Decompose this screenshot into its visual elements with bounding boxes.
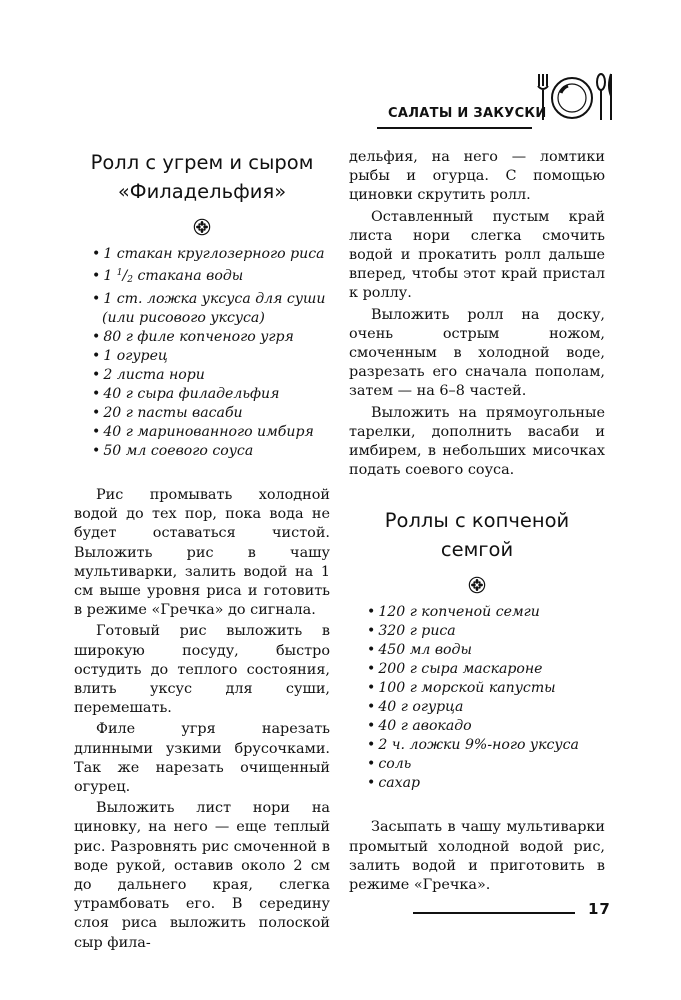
recipe-1-paragraph: Филе угря нарезать длинными узкими брусочками. Так же нарезать очищенный огурец.: [74, 721, 330, 796]
running-header: САЛАТЫ И ЗАКУСКИ: [388, 106, 547, 121]
ingredient-item: • 1 огурец: [92, 348, 168, 364]
ingredient-item: • 40 г авокадо: [367, 718, 472, 735]
recipe-2-title-line-2: семгой: [440, 538, 514, 562]
flower-ornament-icon: [468, 576, 486, 594]
ingredient-item: • 1 стакан круглозерного риса: [92, 246, 325, 262]
recipe-1-title: [74, 148, 330, 206]
recipe-2-ingredients: [367, 603, 605, 793]
recipe-1-title-line-1: Ролл с угрем и сыром: [90, 151, 314, 174]
recipe-1-continuation-paragraph: Выложить на прямоугольные тарелки, дополнить васаби и имбирем, в небольших мисочках подать соевого соуса.: [349, 404, 605, 479]
ingredient-item: • сахар: [367, 775, 420, 792]
recipe-1-paragraph: Выложить лист нори на циновку, на него — еще теплый рис. Разровнять рис смоченной в воде рукой, оставив около 2 см до дальнего края, слегка утрамбовать его. В середину слоя риса выложить полоской сыр фила-: [74, 800, 330, 951]
header-rule: [377, 127, 532, 129]
recipe-1-paragraph: Рис промывать холодной водой до тех пор, пока вода не будет оставаться чистой. Выложить рис в чашу мультиварки, залить водой на 1 см выше уровня риса и готовить в режиме «Гречка» до сигнала.: [74, 487, 330, 619]
ingredient-item: • соль: [367, 756, 412, 773]
recipe-1-continuation-paragraph: Выложить ролл на доску, очень острым ножом, смоченным в холодной воде, разрезать его сначала пополам, затем — на 6–8 частей.: [349, 306, 605, 400]
right-column: [349, 148, 605, 895]
ingredient-item: • 40 г сыра филадельфия: [92, 386, 280, 402]
recipe-1-continuation-paragraph: Оставленный пустым край листа нори слегка смочить водой и прокатить ролл дальше вперед, чтобы этот край пристал к роллу.: [349, 208, 605, 302]
page-number: 17: [588, 900, 611, 918]
ingredient-item: • 320 г риса: [367, 623, 456, 640]
ingredient-item: • 2 ч. ложки 9%-ного уксуса: [367, 737, 579, 754]
ingredient-item: • 40 г огурца: [367, 699, 464, 716]
ingredient-item-continuation: (или рисового уксуса): [102, 310, 265, 326]
ingredient-item: • 80 г филе копченого угря: [92, 329, 294, 345]
recipe-2-title: [349, 506, 605, 564]
recipe-1-ingredients: [92, 245, 330, 461]
footer-rule: [413, 912, 575, 914]
left-column: [74, 148, 330, 953]
ingredient-item: • 450 мл воды: [367, 642, 472, 659]
recipe-1-title-line-2: «Филадельфия»: [117, 180, 287, 203]
ingredient-item: • 100 г морской капусты: [367, 680, 556, 697]
ingredient-item: • 50 мл соевого соуса: [92, 443, 254, 459]
recipe-1-paragraph: Готовый рис выложить в широкую посуду, быстро остудить до теплого состояния, влить уксус для суши, перемешать.: [74, 623, 330, 717]
ingredient-item: • 200 г сыра маскароне: [367, 661, 543, 678]
ingredient-item: • 1 $^1$/2 стакана воды: [92, 268, 244, 285]
recipe-2-paragraph: Засыпать в чашу мультиварки промытый холодной водой рис, залить водой и приготовить в режиме «Гречка».: [349, 819, 605, 894]
ingredient-item: • 40 г маринованного имбиря: [92, 424, 314, 440]
ingredient-item: • 120 г копченой семги: [367, 604, 540, 621]
ingredient-item: • 20 г пасты васаби: [92, 405, 243, 421]
cutlery-plate-icon: [535, 72, 615, 124]
flower-ornament-icon: [193, 218, 211, 236]
ingredient-item: • 1 ст. ложка уксуса для суши: [92, 291, 326, 307]
recipe-1-continuation-paragraph: дельфия, на него — ломтики рыбы и огурца. С помощью циновки скрутить ролл.: [349, 149, 605, 204]
recipe-2-title-line-1: Роллы с копченой: [384, 509, 570, 533]
ingredient-item: • 2 листа нори: [92, 367, 205, 383]
